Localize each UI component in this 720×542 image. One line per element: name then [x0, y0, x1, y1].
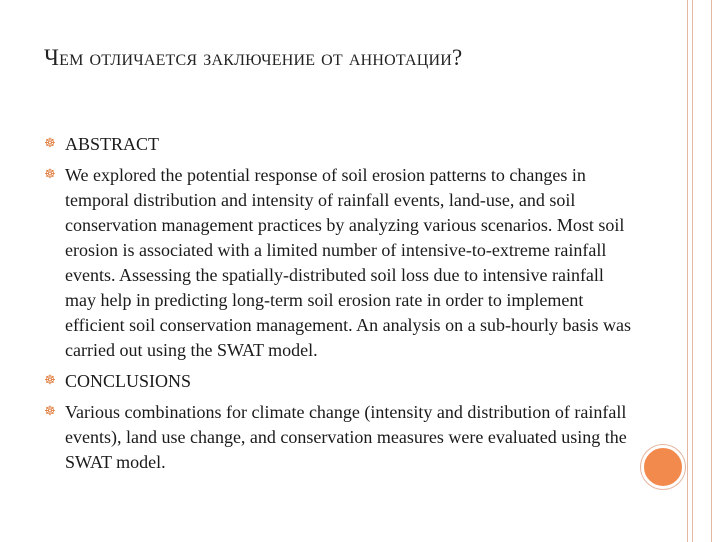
slide-title: Чем отличается заключение от аннотации? — [44, 45, 463, 70]
bullet-text: CONCLUSIONS — [65, 371, 192, 391]
decorative-frame-inner — [692, 0, 712, 542]
bullet-item — [44, 132, 634, 157]
ring-bullet-icon: ☸ — [44, 166, 56, 181]
bullet-item — [44, 163, 634, 363]
bullet-item — [44, 400, 634, 475]
bullet-text: We explored the potential response of soil erosion patterns to changes in temporal distribution and intensity of rainfall events, land-use, and soil conservation management practices by analyzing various scenarios. Most soil erosion is associated with a limited number of intensive-to-extreme rainfall events. Assessing the spatially-distributed soil loss due to intensive rainfall may help in predicting long-term soil erosion rate in order to implement efficient soil conservation management. An analysis on a sub-hourly basis was carried out using the SWAT model. — [65, 165, 632, 360]
bullet-list — [44, 132, 634, 481]
ring-bullet-icon: ☸ — [44, 135, 56, 150]
bullet-item — [44, 369, 634, 394]
ring-bullet-icon: ☸ — [44, 372, 56, 387]
decorative-circle-icon — [641, 445, 685, 489]
bullet-text: ABSTRACT — [65, 134, 160, 154]
ring-bullet-icon: ☸ — [44, 403, 56, 418]
bullet-text: Various combinations for climate change (intensity and distribution of rainfall events), land use change, and conservation measures were evaluated using the SWAT model. — [65, 402, 627, 472]
